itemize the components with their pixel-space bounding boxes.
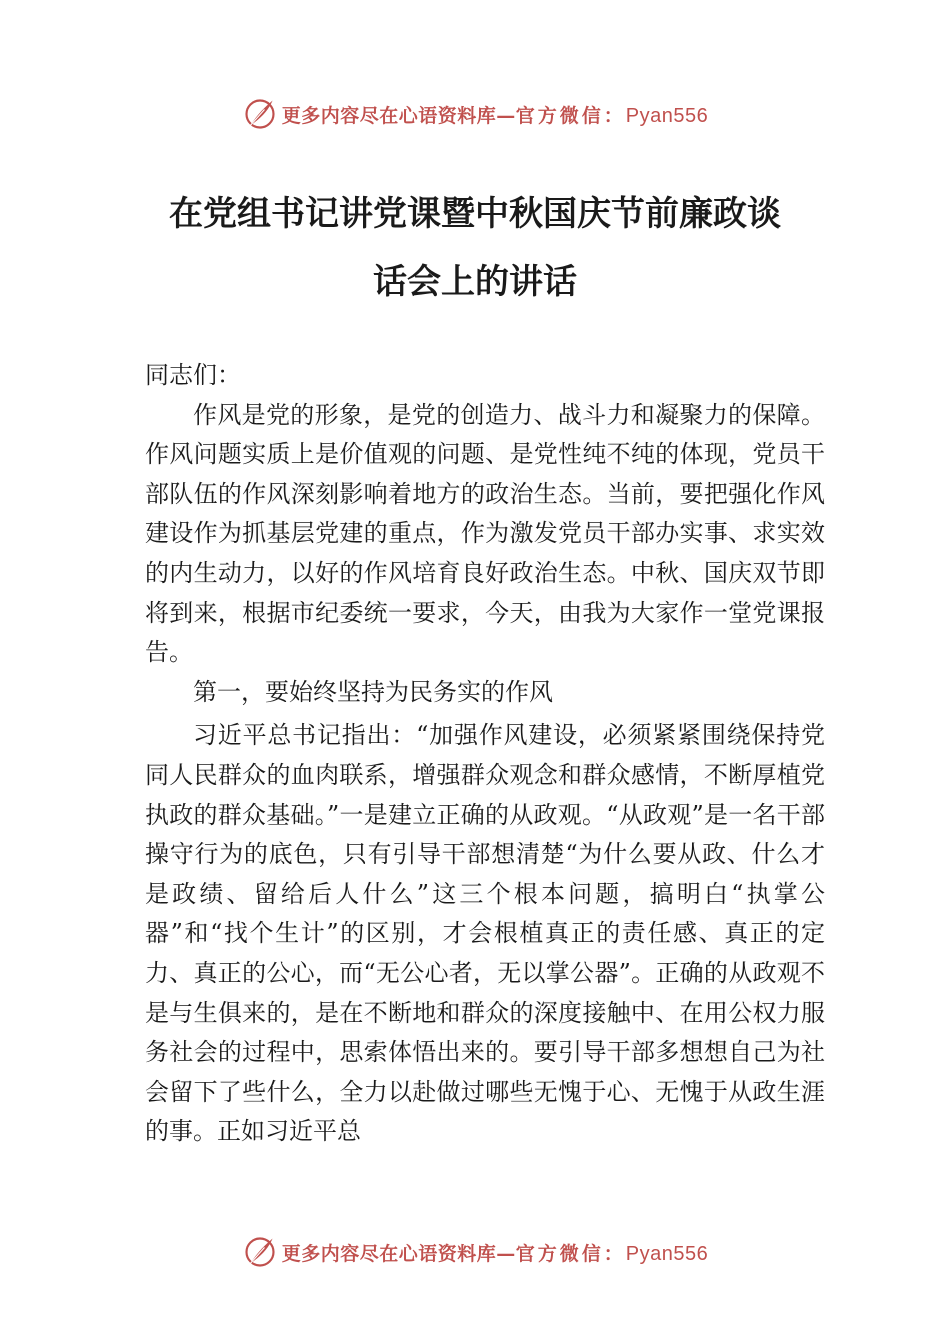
- document-title-line-2: 话会上的讲话: [373, 262, 577, 302]
- watermark-label: 官方微信：: [515, 1242, 626, 1265]
- quill-logo-icon: [242, 96, 278, 132]
- footer-watermark: [0, 1232, 950, 1272]
- watermark-dash: —: [496, 1242, 516, 1265]
- watermark-text: [282, 101, 709, 128]
- section-heading: 第一，要始终坚持为民务实的作风: [193, 677, 553, 706]
- watermark-slogan: 更多内容尽在心语资料库: [281, 104, 497, 127]
- header-watermark: [0, 94, 950, 134]
- salutation: 同志们：: [145, 361, 241, 389]
- document-title-line-1: 在党组书记讲党课暨中秋国庆节前廉政谈: [169, 194, 781, 234]
- paragraph: 作风是党的形象，是党的创造力、战斗力和凝聚力的保障。作风问题实质上是价值观的问题、是党性纯不纯的体现，党员干部队伍的作风深刻影响着地方的政治生态。当前，要把强化作风建设作为抓基层党建的重点，作为激发党员干部办实事、求实效的内生动力，以好的作风培育良好政治生态。中秋、国庆双节即将到来，根据市纪委统一要求，今天，由我为大家作一堂党课报告。: [145, 400, 825, 667]
- document-body: [145, 356, 825, 1152]
- watermark-slogan: 更多内容尽在心语资料库: [281, 1242, 497, 1265]
- watermark-text: [282, 1239, 709, 1266]
- watermark-dash: —: [496, 104, 516, 127]
- watermark-label: 官方微信：: [515, 104, 626, 127]
- watermark-wechat-id: Pyan556: [625, 104, 709, 127]
- quill-logo-icon: [242, 1234, 278, 1270]
- paragraph: 习近平总书记指出：“加强作风建设，必须紧紧围绕保持党同人民群众的血肉联系，增强群众观念和群众感情，不断厚植党执政的群众基础。”一是建立正确的从政观。“从政观”是一名干部操守行为的底色，只有引导干部想清楚“为什么要从政、什么才是政绩、留给后人什么”这三个根本问题，搞明白“执掌公器”和“找个生计”的区别，才会根植真正的责任感、真正的定力、真正的公心，而“无公心者，无以掌公器”。正确的从政观不是与生俱来的，是在不断地和群众的深度接触中、在用公权力服务社会的过程中，思索体悟出来的。要引导干部多想想自己为社会留下了些什么，全力以赴做过哪些无愧于心、无愧于从政生涯的事。正如习近平总: [145, 721, 825, 1146]
- watermark-wechat-id: Pyan556: [625, 1242, 709, 1265]
